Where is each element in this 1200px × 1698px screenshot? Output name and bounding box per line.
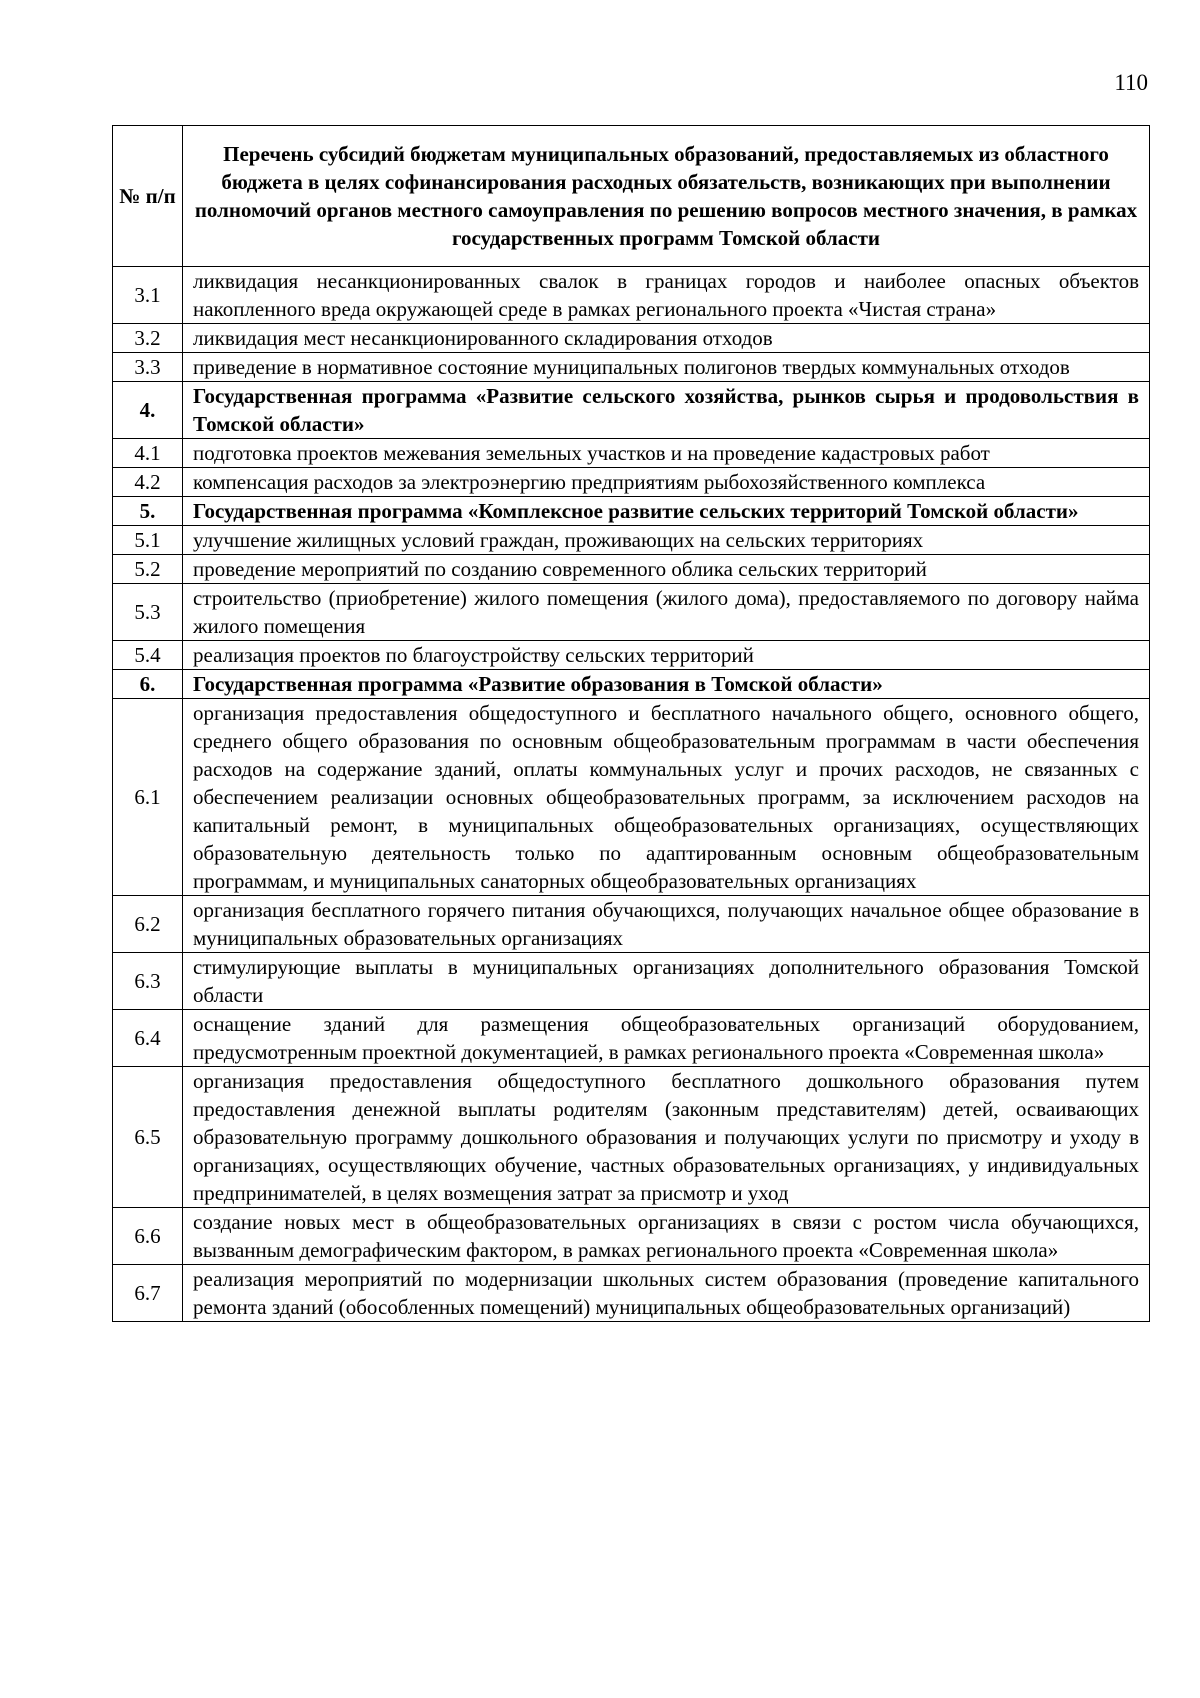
row-number: 4.2 (113, 468, 183, 497)
subsidy-description: создание новых мест в общеобразовательных организациях в связи с ростом числа обучающихся, вызванным демографическим фактором, в рамках регионального проекта «Современная школа» (183, 1208, 1150, 1265)
row-number: 6.7 (113, 1265, 183, 1322)
row-number: 3.3 (113, 353, 183, 382)
table-header-row (113, 126, 1150, 267)
table-row (113, 555, 1150, 584)
subsidy-description: ликвидация мест несанкционированного складирования отходов (183, 324, 1150, 353)
row-number: 4.1 (113, 439, 183, 468)
program-row (113, 670, 1150, 699)
row-number: 5.3 (113, 584, 183, 641)
table-row (113, 1208, 1150, 1265)
row-number: 6.4 (113, 1010, 183, 1067)
row-number: 6. (113, 670, 183, 699)
program-title: Государственная программа «Комплексное развитие сельских территорий Томской области» (183, 497, 1150, 526)
table-row (113, 468, 1150, 497)
table-row (113, 699, 1150, 896)
subsidy-description: оснащение зданий для размещения общеобразовательных организаций оборудованием, предусмотренным проектной документацией, в рамках регионального проекта «Современная школа» (183, 1010, 1150, 1067)
row-number: 3.1 (113, 267, 183, 324)
table-row (113, 526, 1150, 555)
table-row (113, 1010, 1150, 1067)
table-row (113, 353, 1150, 382)
table-row (113, 1067, 1150, 1208)
row-number: 3.2 (113, 324, 183, 353)
page-number: 110 (1114, 70, 1148, 95)
subsidy-description: организация бесплатного горячего питания обучающихся, получающих начальное общее образование в муниципальных образовательных организациях (183, 896, 1150, 953)
row-number: 5.4 (113, 641, 183, 670)
table-row (113, 953, 1150, 1010)
subsidy-description: организация предоставления общедоступного бесплатного дошкольного образования путем предоставления денежной выплаты родителям (законным представителям) детей, осваивающих образовательную программу дошкольного образования и получающих услуги по присмотру и уходу в организациях, осуществляющих обучение, частных образовательных организациях, у индивидуальных предпринимателей, в целях возмещения затрат за присмотр и уход (183, 1067, 1150, 1208)
table-row (113, 584, 1150, 641)
row-number: 6.3 (113, 953, 183, 1010)
subsidy-description: реализация проектов по благоустройству сельских территорий (183, 641, 1150, 670)
row-number: 6.6 (113, 1208, 183, 1265)
table-row (113, 439, 1150, 468)
table-row (113, 641, 1150, 670)
subsidy-description: ликвидация несанкционированных свалок в границах городов и наиболее опасных объектов накопленного вреда окружающей среде в рамках регионального проекта «Чистая страна» (183, 267, 1150, 324)
table-body (113, 267, 1150, 1322)
table-row (113, 267, 1150, 324)
subsidy-description: подготовка проектов межевания земельных участков и на проведение кадастровых работ (183, 439, 1150, 468)
row-number: 6.2 (113, 896, 183, 953)
program-title: Государственная программа «Развитие сельского хозяйства, рынков сырья и продовольствия в Томской области» (183, 382, 1150, 439)
subsidies-table (112, 125, 1150, 1322)
title-column-header: Перечень субсидий бюджетам муниципальных образований, предоставляемых из областного бюджета в целях софинансирования расходных обязательств, возникающих при выполнении полномочий органов местного самоуправления по решению вопросов местного значения, в рамках государственных программ Томской области (183, 126, 1150, 267)
number-column-header: № п/п (113, 126, 183, 267)
table-row (113, 896, 1150, 953)
subsidy-description: организация предоставления общедоступного и бесплатного начального общего, основного общего, среднего общего образования по основным общеобразовательным программам в части обеспечения расходов на содержание зданий, оплаты коммунальных услуг и прочих расходов, не связанных с обеспечением реализации основных общеобразовательных программ, за исключением расходов на капитальный ремонт, в муниципальных общеобразовательных организациях, осуществляющих образовательную деятельность только по адаптированным основным общеобразовательным программам, и муниципальных санаторных общеобразовательных организациях (183, 699, 1150, 896)
table-row (113, 324, 1150, 353)
table-row (113, 1265, 1150, 1322)
subsidy-description: реализация мероприятий по модернизации школьных систем образования (проведение капитального ремонта зданий (обособленных помещений) муниципальных общеобразовательных организаций) (183, 1265, 1150, 1322)
subsidy-description: проведение мероприятий по созданию современного облика сельских территорий (183, 555, 1150, 584)
row-number: 4. (113, 382, 183, 439)
row-number: 5.2 (113, 555, 183, 584)
row-number: 6.1 (113, 699, 183, 896)
program-row (113, 382, 1150, 439)
row-number: 6.5 (113, 1067, 183, 1208)
subsidy-description: стимулирующие выплаты в муниципальных организациях дополнительного образования Томской области (183, 953, 1150, 1010)
row-number: 5. (113, 497, 183, 526)
subsidy-description: приведение в нормативное состояние муниципальных полигонов твердых коммунальных отходов (183, 353, 1150, 382)
program-title: Государственная программа «Развитие образования в Томской области» (183, 670, 1150, 699)
subsidy-description: улучшение жилищных условий граждан, проживающих на сельских территориях (183, 526, 1150, 555)
subsidy-description: компенсация расходов за электроэнергию предприятиям рыбохозяйственного комплекса (183, 468, 1150, 497)
program-row (113, 497, 1150, 526)
subsidy-description: строительство (приобретение) жилого помещения (жилого дома), предоставляемого по договору найма жилого помещения (183, 584, 1150, 641)
row-number: 5.1 (113, 526, 183, 555)
